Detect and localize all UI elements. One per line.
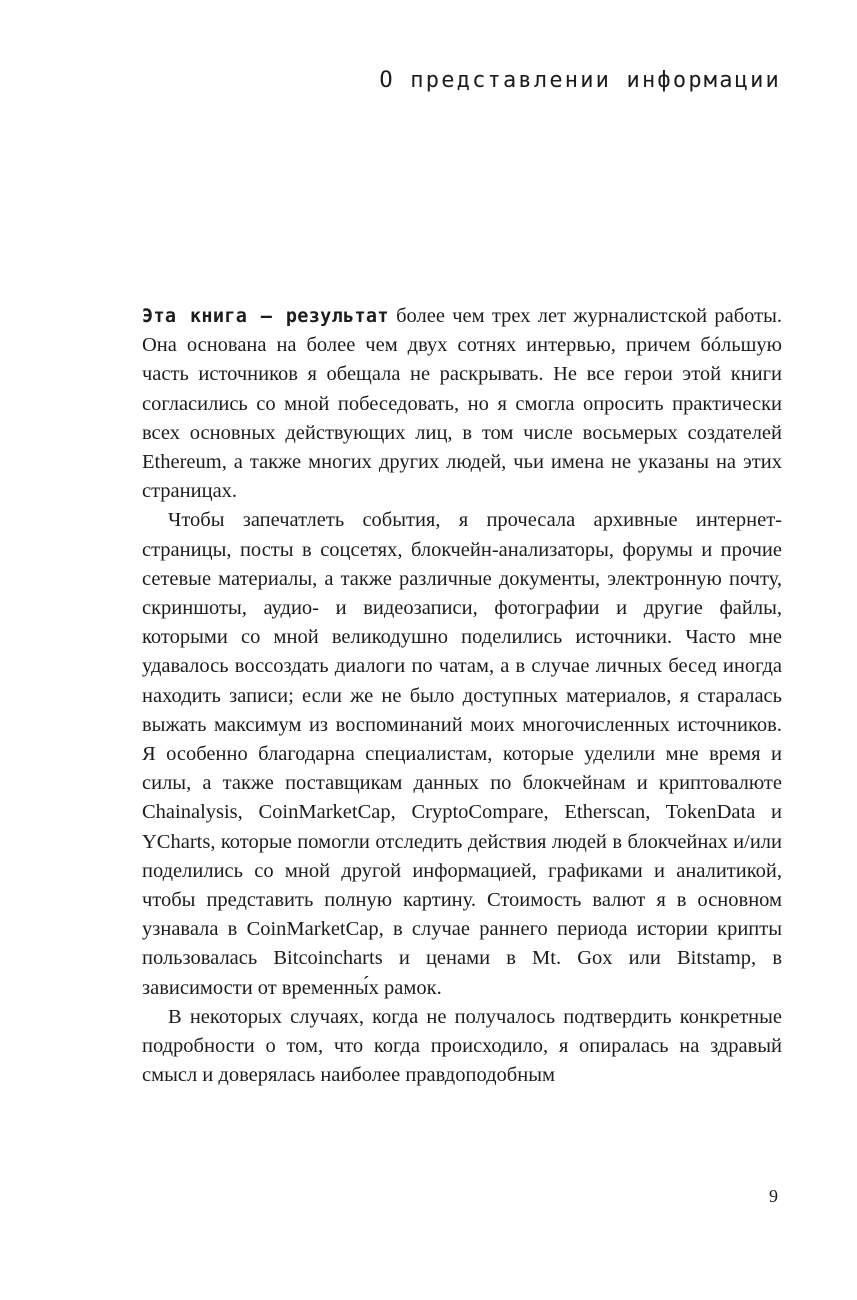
page-number: 9 — [769, 1186, 778, 1206]
running-header: О представлении информации — [379, 68, 781, 93]
paragraph-2: Чтобы запечатлеть события, я прочесала архивные интернет-страницы, посты в соцсетях, блокчейн-анализаторы, форумы и прочие сетевые материалы, а также различные документы, электронную почту, скриншоты, аудио- и видеозаписи, фотографии и другие файлы, которыми со мной великодушно поделились источники. Часто мне удавалось воссоздать диалоги по чатам, а в случае личных бесед иногда находить записи; если же не было доступных материалов, я старалась выжать максимум из воспоминаний моих многочисленных источников. Я особенно благодарна специалистам, которые уделили мне время и силы, а также поставщикам данных по блокчейнам и криптовалюте Chainalysis, CoinMarketCap, CryptoCompare, Etherscan, TokenData и YCharts, которые помогли отследить действия людей в блокчейнах и/или поделились со мной другой информацией, графиками и аналитикой, чтобы представить полную картину. Стоимость валют я в основном узнавала в CoinMarketCap, в случае раннего периода истории крипты пользовалась Bitcoincharts и ценами в Mt. Gox или Bitstamp, в зависимости от временны́х рамок. — [142, 509, 782, 999]
body-text — [142, 302, 782, 1090]
lead-in: Эта книга — результат — [142, 306, 389, 327]
paragraph-1-text: более чем трех лет журналистской работы. Она основана на более чем двух сотнях интервью, причем бóльшую часть источников я обещала не раскрывать. Не все герои этой книги согласились со мной побеседовать, но я смогла опросить практически всех основных действующих лиц, в том числе восьмерых создателей Ethereum, а также многих других людей, чьи имена не указаны на этих страницах. — [142, 305, 782, 503]
paragraph-3: В некоторых случаях, когда не получалось подтвердить конкретные подробности о том, что когда происходило, я опиралась на здравый смысл и доверялась наиболее правдоподобным — [142, 1005, 782, 1087]
paragraph-1 — [142, 302, 782, 506]
